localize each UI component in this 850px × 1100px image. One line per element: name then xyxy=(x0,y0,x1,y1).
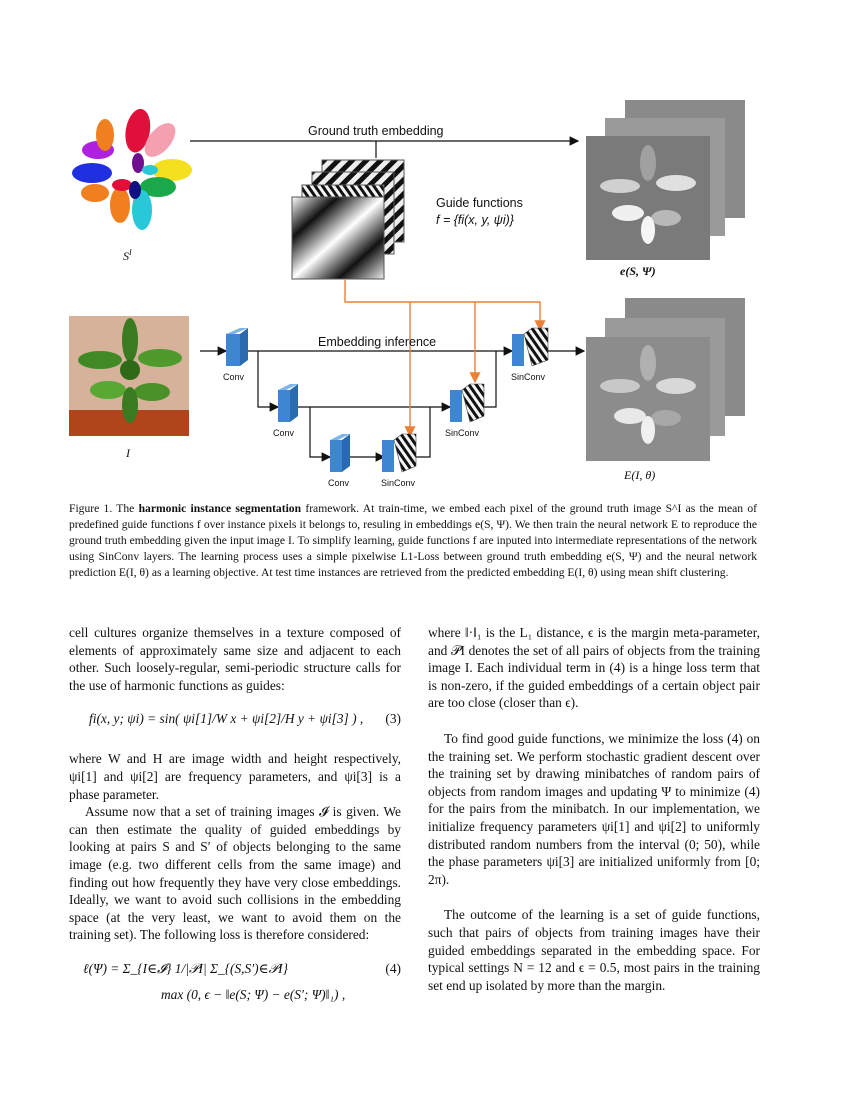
paragraph: The outcome of the learning is a set of guide functions, such that pairs of objects from training images have their guided embeddings separated in the embedding space. For typical settings N = 12 and ϵ = 0.5, most pairs in the training set end up isolated by more than the margin. xyxy=(428,907,760,993)
e-s-psi-label: e(S, Ψ) xyxy=(620,264,656,278)
sinconv-block-1 xyxy=(382,434,416,472)
conv-block-3 xyxy=(330,434,350,472)
conv-block-2 xyxy=(278,384,298,422)
i-label: I xyxy=(126,446,130,460)
conv-label-3: Conv xyxy=(328,478,350,488)
paragraph: To find good guide functions, we minimize the loss (4) on the training set. We perform stochastic gradient descent over the training set by drawing minibatches of random pairs of objects from random images and updating Ψ to minimize (4) for the pairs from the minibatch. In our implementation, we initialize frequency parameters ψi[1] and ψi[2] to uniformly distributed random numbers from the interval (0; 50), while the phase parameters ψi[3] are initialized uniformly from [0; 2π). xyxy=(428,730,760,887)
segmentation-image-s xyxy=(72,107,192,230)
s-label: $S^I$ xyxy=(123,248,132,263)
guide-injection-arrows xyxy=(345,280,540,436)
left-column xyxy=(69,624,401,1010)
sinconv-block-3 xyxy=(512,328,548,366)
sinconv-label-3: SinConv xyxy=(511,372,546,382)
sinconv-label-2: SinConv xyxy=(445,428,480,438)
equation-4: ℓ(Ψ) = Σ_{I∈𝓘} 1/|𝒫I| Σ_{(S,S′)∈𝒫I} (4) max (0, ϵ − ‖e(S; Ψ) − e(S′; Ψ)‖₁) , xyxy=(83,960,401,1002)
figure-1 xyxy=(0,0,850,500)
conv-label-2: Conv xyxy=(273,428,295,438)
input-plant-image xyxy=(69,316,189,436)
guide-functions-formula: f = {fi(x, y, ψi)} xyxy=(436,213,514,227)
ground-truth-embedding-stack xyxy=(586,100,745,260)
sinconv-block-2 xyxy=(450,384,484,422)
right-column xyxy=(428,624,760,994)
ground-truth-embedding-label: Ground truth embedding xyxy=(308,124,444,138)
equation-3: fi(x, y; ψi) = sin( ψi[1]/W x + ψi[2]/H y + ψi[3] ) , (3) xyxy=(89,711,401,727)
sinconv-label-1: SinConv xyxy=(381,478,416,488)
conv-label-1: Conv xyxy=(223,372,245,382)
figure-caption: Figure 1. The harmonic instance segmentation framework. At train-time, we embed each pixel of the ground truth image S^I as the mean of predefined guide functions f over instance pixels it belongs to, resuling in embeddings e(S, Ψ). We then train the neural network E to reproduce the ground truth embedding given the input image I. To simplify learning, guide functions f are inputed into intermediate representations of the network using SinConv layers. The learning process uses a simple pixelwise L1-Loss between ground truth embedding e(S, Ψ) and the neural network prediction E(I, θ) as a learning objective. At test time instances are retrieved from the predicted embedding E(I, θ) using mean shift clustering. xyxy=(69,502,757,579)
guide-functions-label: Guide functions xyxy=(436,196,523,210)
paragraph: cell cultures organize themselves in a texture composed of elements of approximately same size and adjacent to each other. Such loosely-regular, semi-periodic structure calls for the use of harmonic functions as guides: xyxy=(69,625,401,693)
predicted-embedding-stack xyxy=(586,298,745,461)
paragraph: where W and H are image width and height respectively, ψi[1] and ψi[2] are frequency parameters, and ψi[3] is a phase parameter. xyxy=(69,751,401,802)
e-i-theta-label: E(I, θ) xyxy=(624,468,656,482)
paragraph: where ‖·‖₁ is the L₁ distance, ϵ is the margin meta-parameter, and 𝒫I denotes the set of all pairs of objects from the training image I. Each individual term in (4) is a hinge loss term that is non-zero, if the guided embeddings of a certain object pair are too close (closer than ϵ). xyxy=(428,625,760,711)
embedding-inference-label: Embedding inference xyxy=(318,335,437,349)
conv-block-1 xyxy=(226,328,248,366)
guide-functions-stack xyxy=(292,160,404,279)
paragraph: Assume now that a set of training images 𝓘 is given. We can then estimate the quality of guided embeddings by looking at pairs S and S′ of objects belonging to the same image (e.g. two different cells from the same image) and finding out how frequently they have very close embeddings. Ideally, we want to avoid such collisions in the embedding space (at the very least, we want to avoid them on the training set). The following loss is therefore considered: xyxy=(69,804,401,943)
